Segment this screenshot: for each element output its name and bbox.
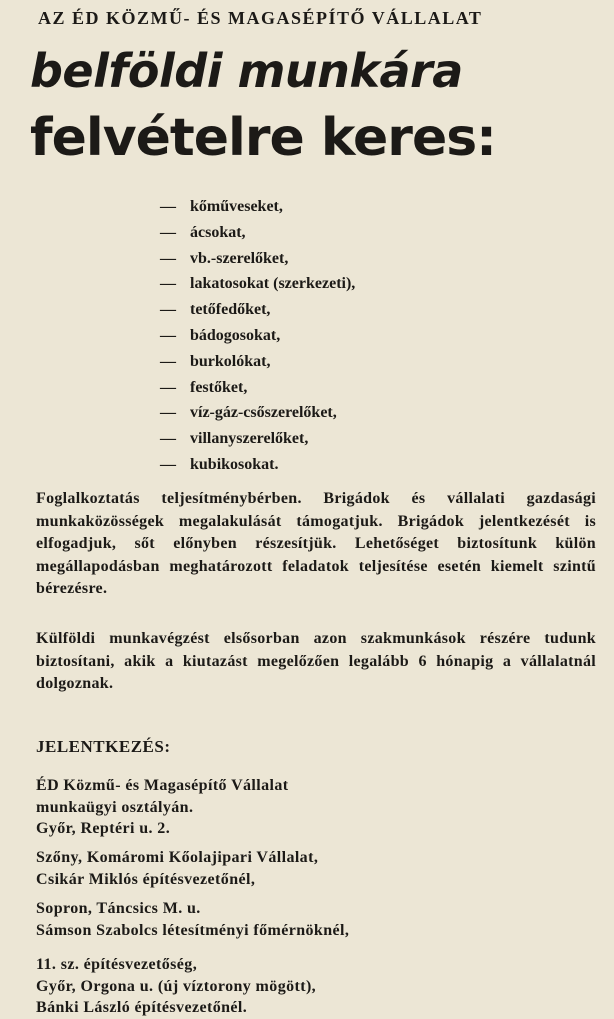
application-title: JELENTKEZÉS:: [36, 737, 171, 756]
headline-line-2: felvételre keres:: [30, 108, 496, 168]
address-line: Győr, Orgona u. (új víztorony mögött),: [36, 977, 317, 995]
list-dash: —: [160, 430, 176, 448]
list-item: [160, 246, 355, 272]
list-dash: —: [160, 198, 176, 215]
address-line: Győr, Reptéri u. 2.: [36, 820, 171, 837]
address-line: munkaügyi osztályán.: [36, 798, 194, 816]
address-line: Sopron, Táncsics M. u.: [36, 900, 201, 917]
list-item: [160, 426, 355, 452]
position-label: villanyszerelőket,: [190, 430, 309, 448]
list-dash: —: [160, 301, 176, 319]
position-label: víz-gáz-csőszerelőket,: [190, 404, 337, 422]
position-label: burkolókat,: [190, 352, 271, 370]
list-item: [160, 297, 355, 323]
employment-terms-paragraph: Foglalkoztatás teljesítménybérben. Brigádok és vállalati gazdasági munkaközösségek megalakulását támogatjuk. Brigádok jelentkezését is elfogadjuk, sőt előnyben részesítjük. Lehetőséget biztosítunk külön megállapodásban meghatározott feladatok teljesítése esetén kiemelt szintű bérezésre.: [36, 490, 596, 597]
list-dash: —: [160, 352, 176, 370]
list-dash: —: [160, 249, 176, 267]
list-dash: —: [160, 275, 176, 293]
list-item: [160, 194, 355, 220]
address-line: 11. sz. építésvezetőség,: [36, 956, 198, 973]
address-line: Csikár Miklós építésvezetőnél,: [36, 870, 256, 888]
position-label: kubikosokat.: [190, 455, 279, 473]
position-label: lakatosokat (szerkezeti),: [190, 275, 356, 293]
address-block-szony: [36, 847, 318, 890]
list-dash: —: [160, 326, 176, 344]
list-dash: —: [160, 223, 176, 241]
list-item: [160, 271, 355, 297]
position-label: festőket,: [190, 378, 248, 396]
company-header: AZ ÉD KÖZMŰ- ÉS MAGASÉPÍTŐ VÁLLALAT: [38, 8, 483, 28]
address-line: ÉD Közmű- és Magasépítő Vállalat: [36, 777, 289, 794]
position-label: ácsokat,: [190, 223, 246, 241]
list-dash: —: [160, 455, 176, 473]
list-item: [160, 220, 355, 246]
list-item: [160, 349, 355, 375]
position-label: tetőfedőket,: [190, 301, 271, 319]
address-block-main-office: [36, 775, 289, 840]
list-item: [160, 375, 355, 401]
position-label: bádogosokat,: [190, 326, 281, 344]
list-item: [160, 452, 355, 478]
position-label: vb.-szerelőket,: [190, 249, 289, 267]
list-item: [160, 400, 355, 426]
address-block-sopron: [36, 898, 349, 941]
list-dash: —: [160, 404, 176, 422]
address-block-gyor-site: [36, 954, 316, 1019]
position-label: kőműveseket,: [190, 198, 283, 215]
address-line: Sámson Szabolcs létesítményi főmérnöknél,: [36, 921, 350, 939]
headline-line-1: belföldi munkára: [30, 44, 463, 98]
address-line: Szőny, Komáromi Kőolajipari Vállalat,: [36, 849, 319, 866]
address-line: Bánki László építésvezetőnél.: [36, 999, 248, 1016]
positions-list: [160, 194, 355, 478]
foreign-work-paragraph: Külföldi munkavégzést elsősorban azon szakmunkások részére tudunk biztosítani, akik a kiutazást megelőzően legalább 6 hónapig a vállalatnál dolgoznak.: [36, 630, 596, 692]
list-dash: —: [160, 378, 176, 396]
list-item: [160, 323, 355, 349]
